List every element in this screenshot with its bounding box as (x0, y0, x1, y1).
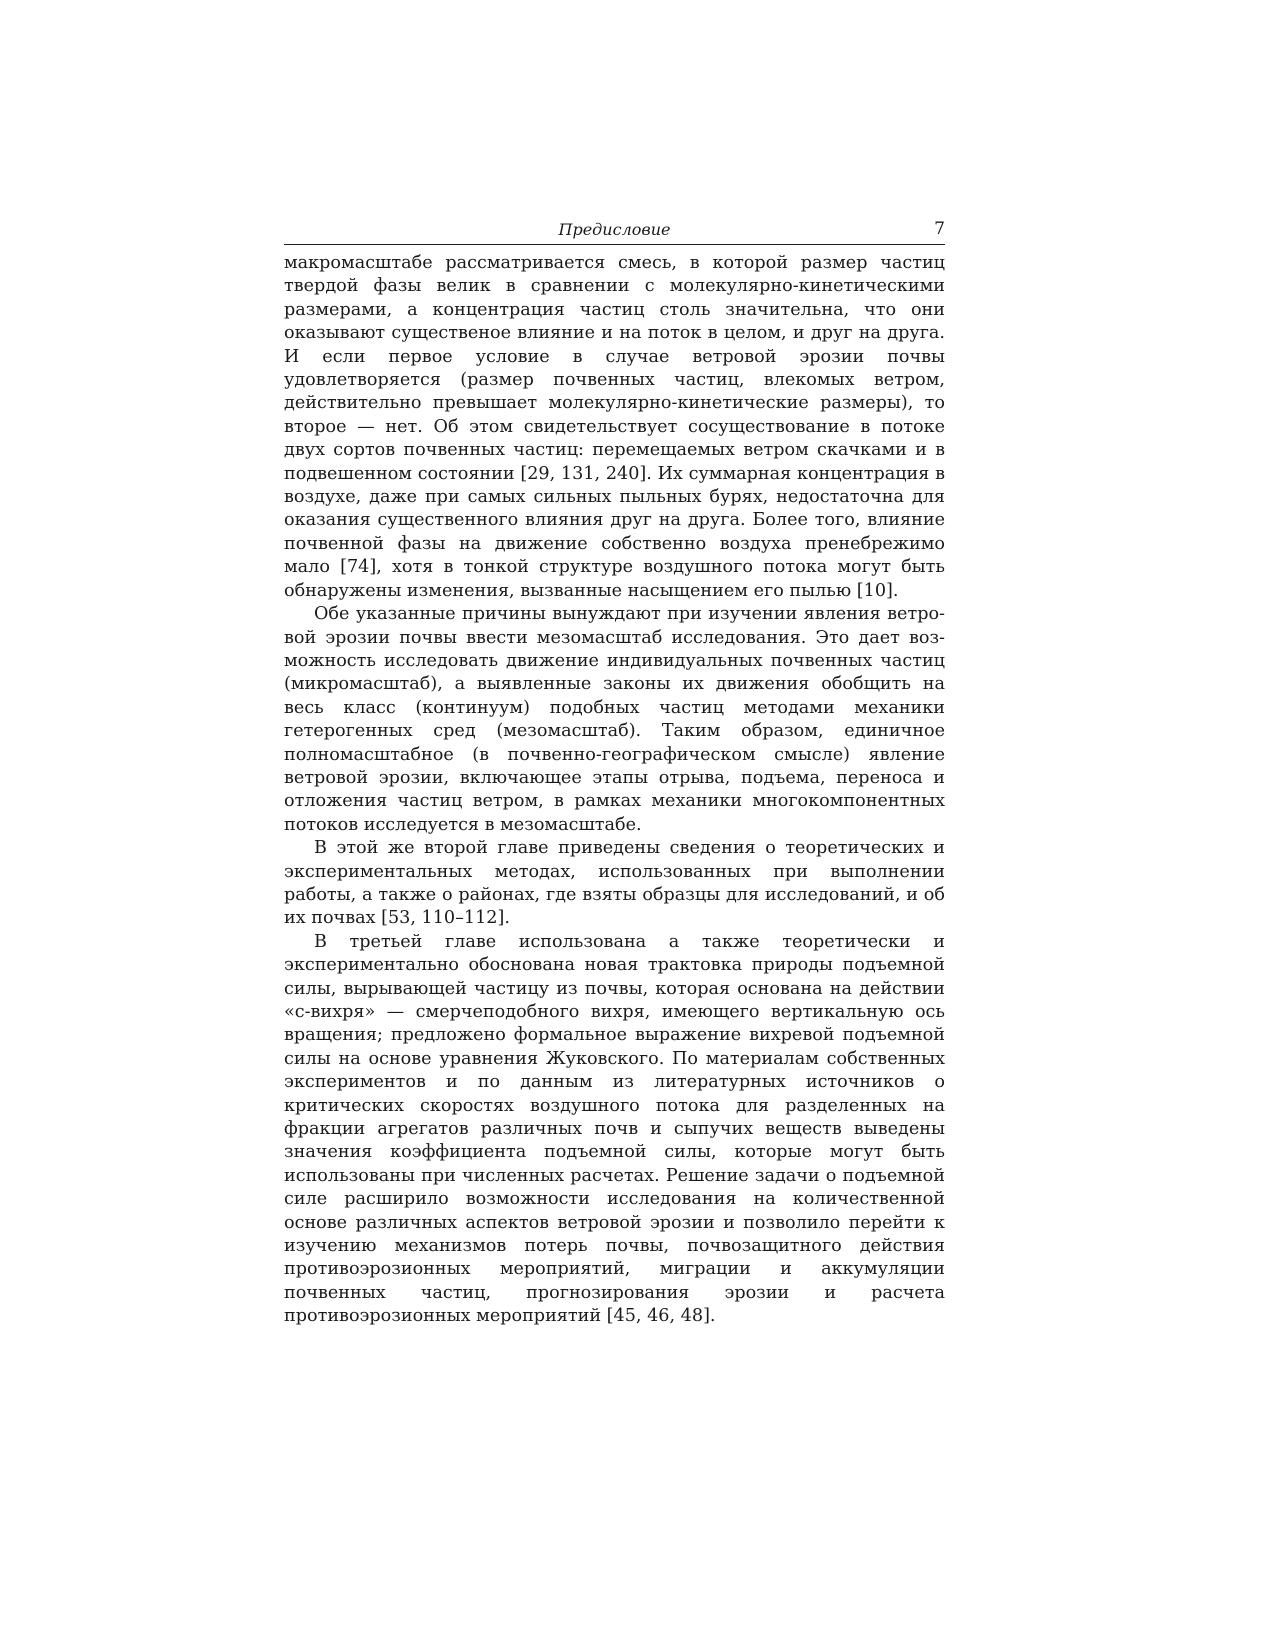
running-header (284, 218, 945, 245)
body-text (284, 252, 945, 1329)
page-number: 7 (934, 219, 945, 239)
book-page (284, 218, 945, 1329)
paragraph: В третьей главе использована а также теоретически и экспериментально обоснована новая трактовка природы подъемной силы, вырывающей частицу из почвы, которая основана на действии «с-вихря» — смерчеподобного вихря, имеющего вертикальную ось вращения; предложено формальное выражение вихревой подъемной силы на основе уравнения Жуковского. По материалам собственных экспериментов и по данным из литературных источников о критических скоростях воздушного потока для разделенных на фракции агрегатов различных почв и сыпучих веществ выведены значения коэффициента подъемной силы, которые могут быть использованы при численных расчетах. Решение задачи о подъемной силе расширило возможности исследования на количественной основе различных аспектов ветровой эрозии и позволило перейти к изучению механизмов потерь почвы, почвозащитного действия противоэрозионных мероприятий, миграции и аккумуляции почвенных частиц, прогнозирования эрозии и расчета противоэрозионных мероприятий [45, 46, 48]. (284, 931, 945, 1327)
paragraph: Обе указанные причины вынуждают при изучении явления ветровой эрозии почвы ввести мезомасштаб исследования. Это дает возможность исследовать движение индивидуальных почвенных частиц (микромасштаб), а выявленные законы их движения обобщить на весь класс (континуум) подобных частиц методами механики гетерогенных сред (мезомасштаб). Таким образом, единичное полномасштабное (в почвенно-географическом смысле) явление ветровой эрозии, включающее этапы отрыва, подъема, переноса и отложения частиц ветром, в рамках механики многокомпонентных потоков исследуется в мезомасштабе. (284, 604, 945, 835)
paragraph-continued: макромасштабе рассматривается смесь, в которой размер частиц твердой фазы велик в сравнении с молекулярно-кинетическими размерами, а концентрация частиц столь значительна, что они оказывают существеное влияние и на поток в целом, и друг на друга. И если первое условие в случае ветровой эрозии почвы удовлетворяется (размер почвенных частиц, влекомых ветром, действительно превышает молекулярно-кинетические размеры), то второе — нет. Об этом свидетельствует сосуществование в потоке двух сортов почвенных частиц: перемещаемых ветром скачками и в подвешенном состоянии [29, 131, 240]. Их суммарная концентрация в воздухе, даже при самых сильных пыльных бурях, недостаточна для оказания существенного влияния друг на друга. Более того, влияние почвенной фазы на движение собственно воздуха пренебрежимо мало [74], хотя в тонкой структуре воздушного потока могут быть обнаружены изменения, вызванные насыщением его пылью [10]. (284, 253, 945, 601)
running-title: Предисловие (558, 220, 671, 239)
paragraph: В этой же второй главе приведены сведения о теоретических и экспериментальных методах, использованных при выполнении работы, а также о районах, где взяты образцы для исследований, и об их почвах [53, 110–112]. (284, 838, 945, 929)
